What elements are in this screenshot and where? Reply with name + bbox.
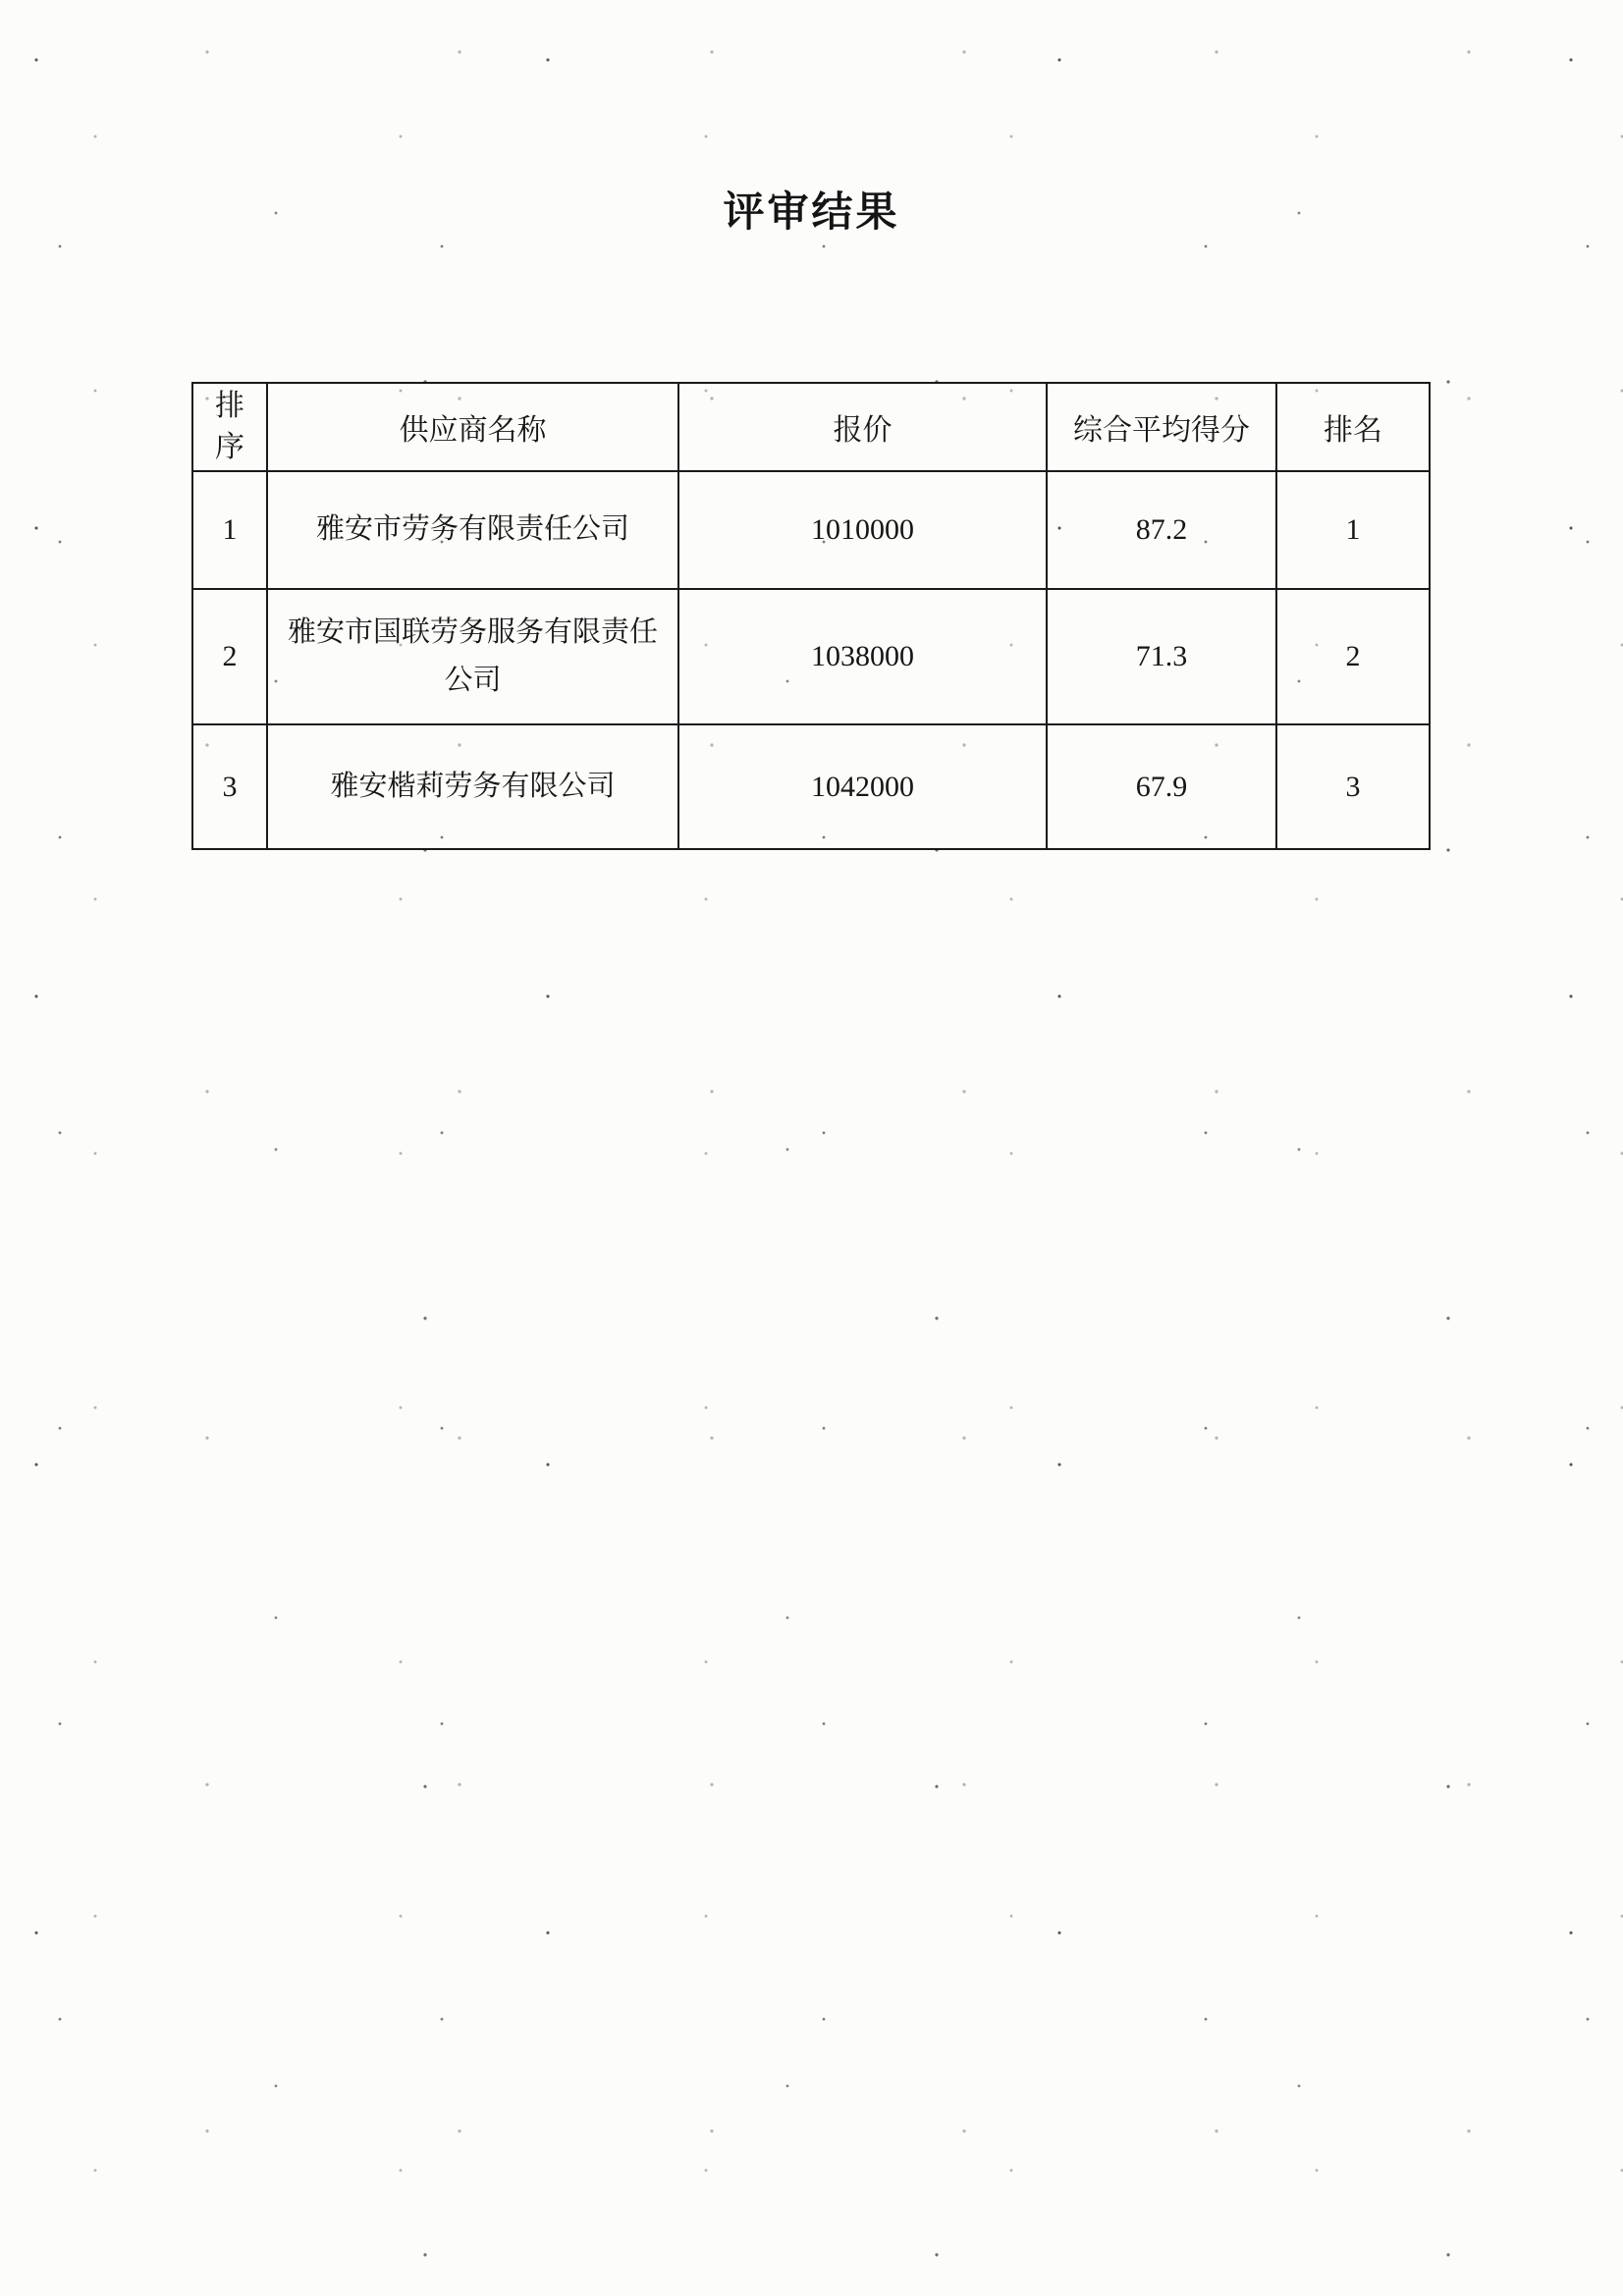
cell-quote: 1042000 [678,724,1047,849]
cell-rank: 1 [1276,471,1430,589]
evaluation-results-table [191,382,1431,850]
cell-rank: 3 [1276,724,1430,849]
cell-supplier: 雅安市国联劳务服务有限责任公司 [267,589,678,724]
table-row [192,471,1430,589]
header-quote: 报价 [678,383,1047,471]
page-title: 评审结果 [723,190,900,236]
cell-score: 67.9 [1047,724,1276,849]
table-row [192,589,1430,724]
header-order-label: 排序 [215,390,244,463]
cell-quote: 1038000 [678,589,1047,724]
header-average-score: 综合平均得分 [1047,383,1276,471]
cell-score: 71.3 [1047,589,1276,724]
cell-score: 87.2 [1047,471,1276,589]
cell-quote: 1010000 [678,471,1047,589]
cell-order: 2 [192,589,267,724]
header-order [192,383,267,471]
table-header-row [192,383,1430,471]
cell-order: 1 [192,471,267,589]
cell-order: 3 [192,724,267,849]
header-rank: 排名 [1276,383,1430,471]
table-row [192,724,1430,849]
cell-supplier: 雅安楷莉劳务有限公司 [267,724,678,849]
cell-supplier: 雅安市劳务有限责任公司 [267,471,678,589]
header-supplier-name: 供应商名称 [267,383,678,471]
cell-rank: 2 [1276,589,1430,724]
